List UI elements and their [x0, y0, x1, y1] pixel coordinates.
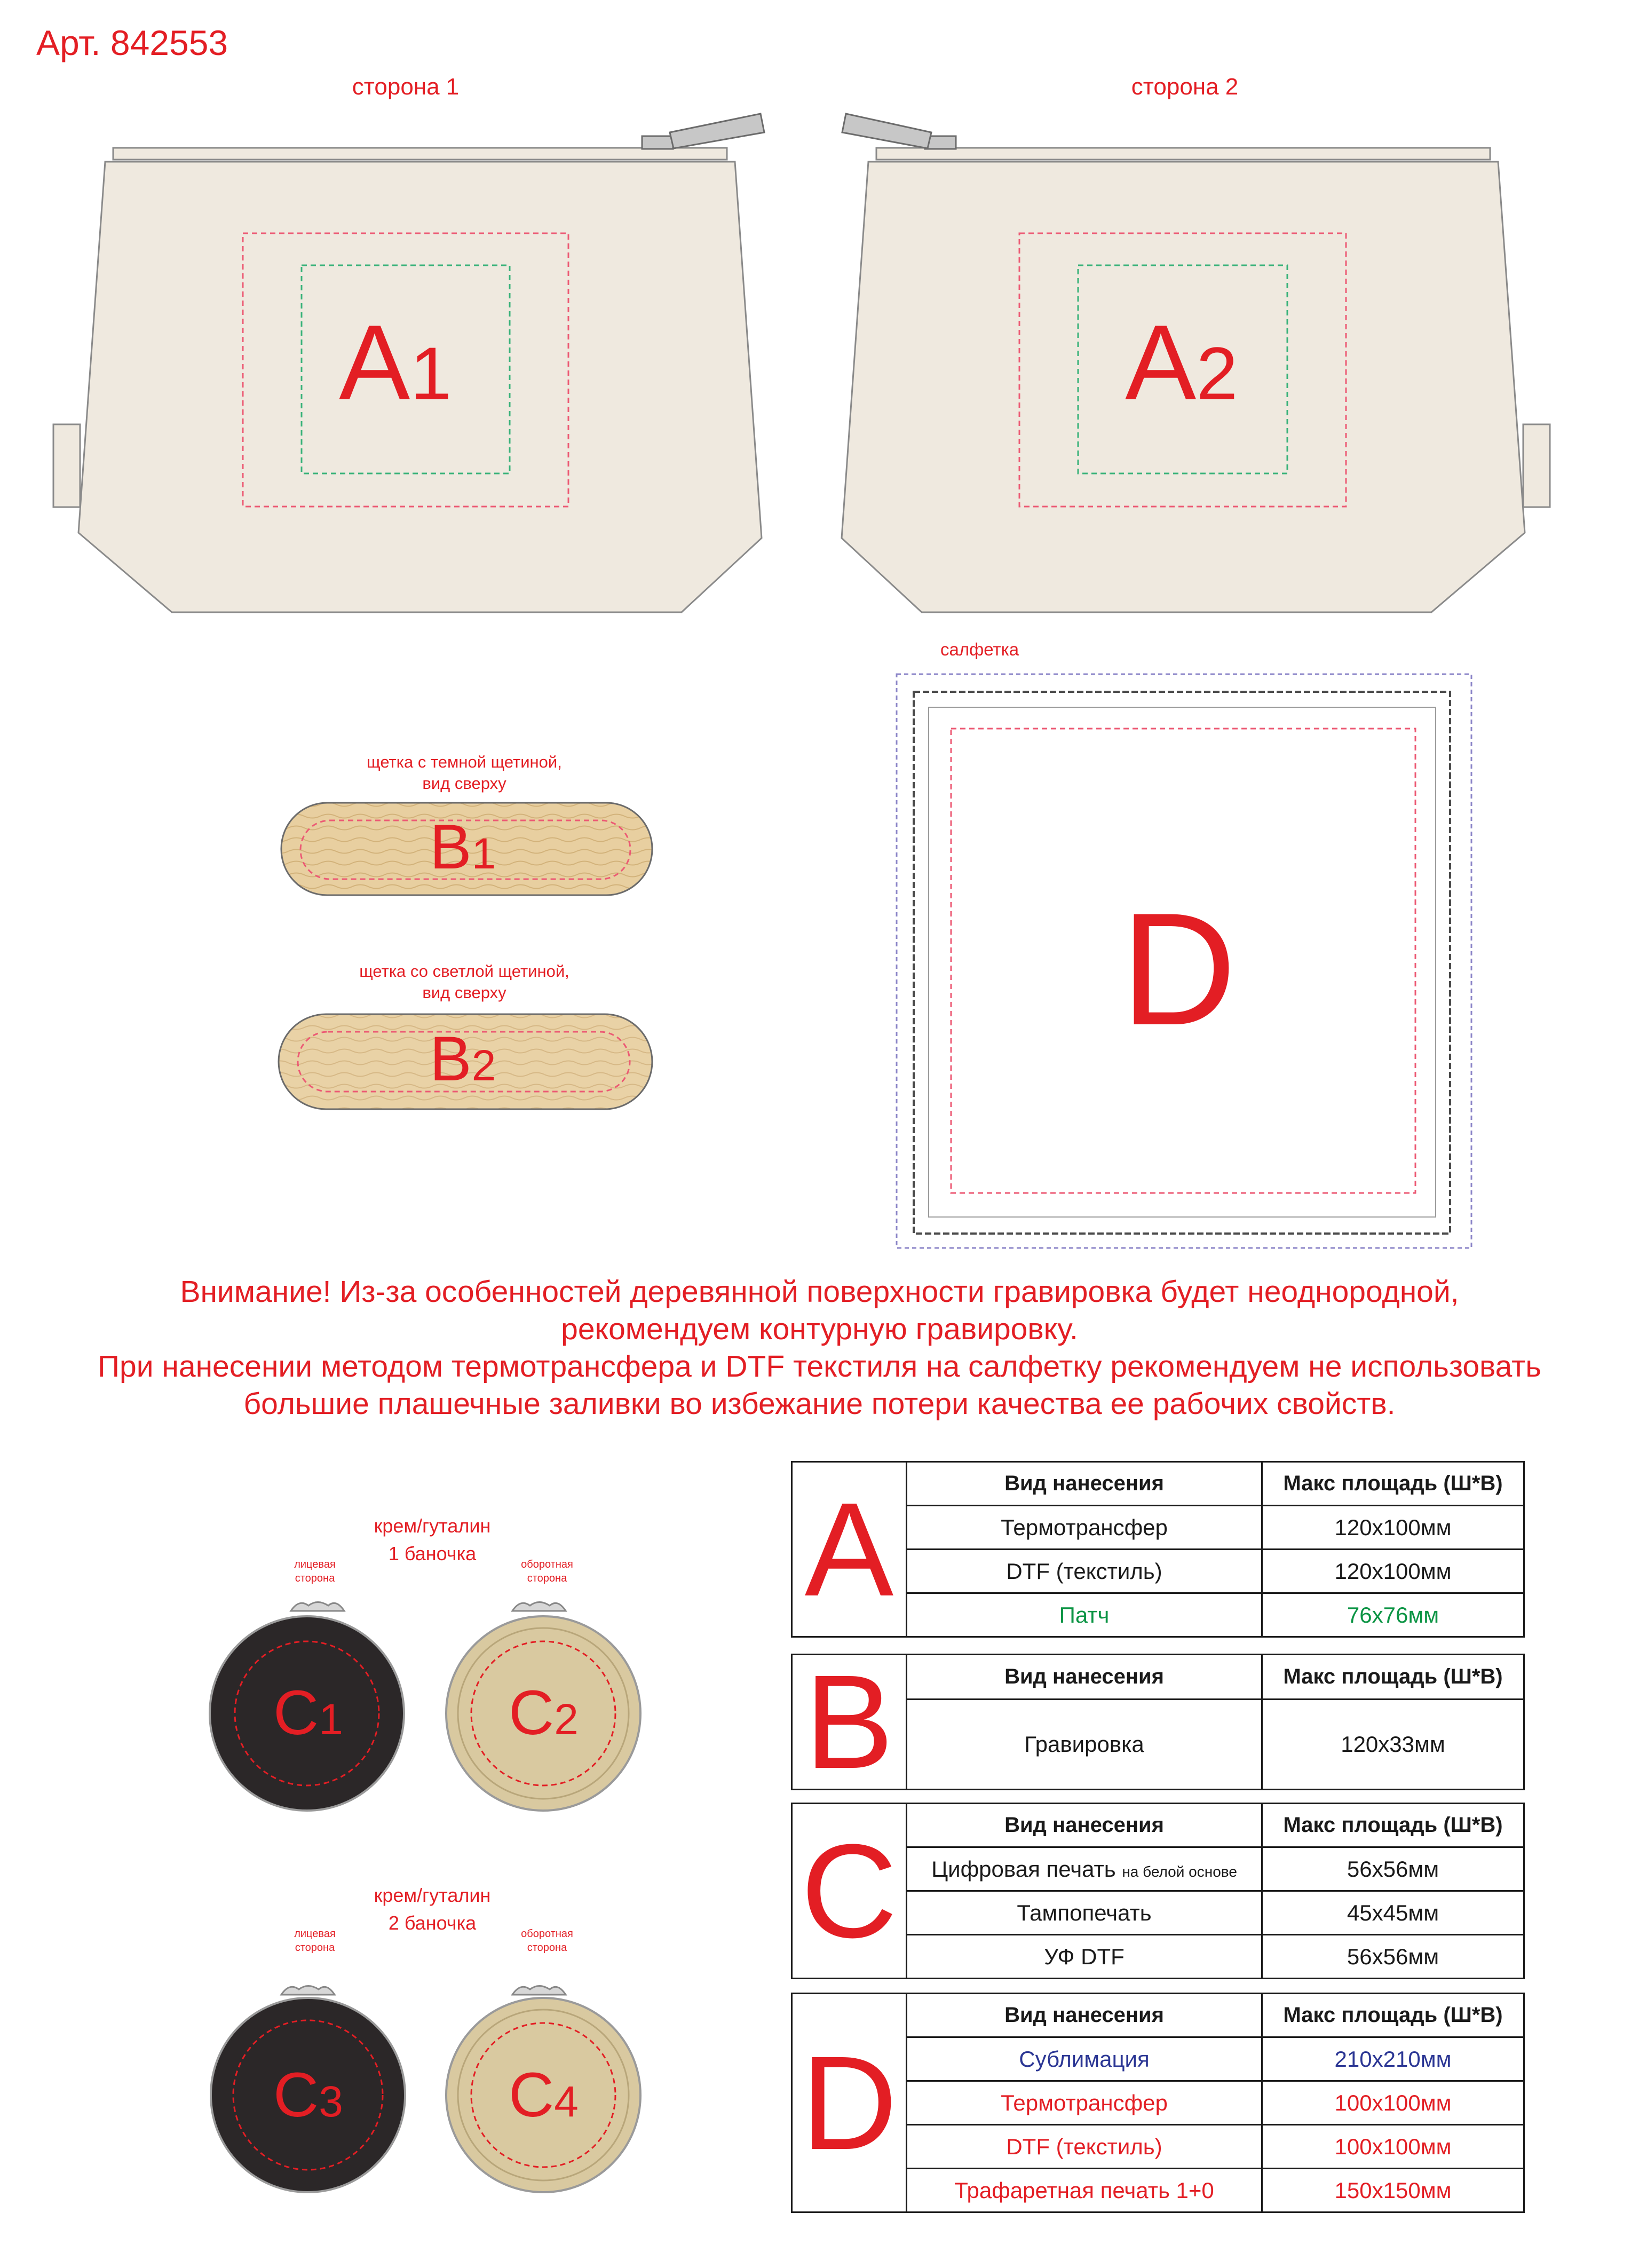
table-d-letter: D: [792, 1994, 907, 2212]
table-d-row2-method: Термотрансфер: [907, 2081, 1262, 2125]
table-b: [791, 1647, 1525, 1796]
table-c-row2-method: Тампопечать: [907, 1891, 1262, 1935]
table-d-row1-area: 210x210мм: [1262, 2037, 1524, 2081]
table-a-row2-method: DTF (текстиль): [907, 1550, 1262, 1593]
table-a-row1-area: 120x100мм: [1262, 1506, 1524, 1550]
table-c-row1-note: на белой основе: [1122, 1863, 1237, 1880]
brush-b1-caption: [299, 752, 630, 794]
table-c-header-area: Макс площадь (Ш*В): [1262, 1804, 1524, 1847]
warning-line2: рекомендуем контурную гравировку.: [561, 1312, 1078, 1346]
zone-c4-label: C4: [509, 2060, 579, 2130]
table-d-row3-method: DTF (текстиль): [907, 2125, 1262, 2169]
jar2-back-label: оборотная сторона: [521, 1928, 573, 1954]
warning-text: [0, 1273, 1639, 1423]
bag-2-zipper-pull: [842, 114, 956, 149]
brush-b2-caption-line1: щетка со светлой щетиной,: [359, 962, 569, 981]
table-a-letter: A: [792, 1462, 907, 1637]
table-d-row3-area: 100x100мм: [1262, 2125, 1524, 2169]
zone-c2-label: C2: [509, 1678, 579, 1748]
table-a-header-area: Макс площадь (Ш*В): [1262, 1462, 1524, 1506]
table-d-header-method: Вид нанесения: [907, 1994, 1262, 2037]
table-c-row2-area: 45x45мм: [1262, 1891, 1524, 1935]
zone-a1-label: A1: [339, 303, 452, 422]
brush-b1-caption-line2: вид сверху: [422, 774, 506, 793]
table-c-row1-method: Цифровая печать на белой основе: [907, 1847, 1262, 1891]
jar1-title-line1: крем/гуталин: [374, 1515, 491, 1537]
warning-line1: Внимание! Из-за особенностей деревянной поверхности гравировка будет неоднородной,: [180, 1275, 1459, 1309]
table-d: [791, 1993, 1525, 2213]
warning-line3: При нанесении методом термотрансфера и DTF текстиля на салфетку рекомендуем не использовать: [98, 1349, 1541, 1384]
table-d-row4-area: 150x150мм: [1262, 2169, 1524, 2212]
jar2-title-line1: крем/гуталин: [374, 1884, 491, 1906]
jar2-front-label: лицевая сторона: [294, 1928, 336, 1954]
zone-b2-label: B2: [430, 1024, 496, 1094]
table-d-row2-area: 100x100мм: [1262, 2081, 1524, 2125]
table-b-letter: B: [792, 1655, 907, 1790]
table-a-row3-area: 76x76мм: [1262, 1593, 1524, 1637]
bag-2-zipper-strip: [876, 148, 1490, 160]
napkin-caption: салфетка: [940, 639, 1019, 659]
brush-b2-caption: [299, 961, 630, 1003]
brush-b1-caption-line1: щетка с темной щетиной,: [367, 753, 562, 771]
warning-line4: большие плашечные заливки во избежание потери качества ее рабочих свойств.: [243, 1387, 1396, 1421]
table-c-row3-area: 56x56мм: [1262, 1935, 1524, 1979]
table-c-header-method: Вид нанесения: [907, 1804, 1262, 1847]
table-c-row3-method: УФ DTF: [907, 1935, 1262, 1979]
article-number: Арт. 842553: [36, 23, 228, 62]
table-c-letter: C: [792, 1804, 907, 1979]
zone-c3-label: C3: [273, 2060, 343, 2130]
table-c-row1-area: 56x56мм: [1262, 1847, 1524, 1891]
zone-a2-label: A2: [1125, 303, 1238, 422]
table-d-header-area: Макс площадь (Ш*В): [1262, 1994, 1524, 2037]
table-a-row3-method: Патч: [907, 1593, 1262, 1637]
table-b-header-method: Вид нанесения: [907, 1655, 1262, 1700]
zone-d-label: D: [1121, 879, 1237, 1058]
table-b-row1-method: Гравировка: [907, 1699, 1262, 1789]
table-c: [791, 1803, 1525, 1979]
bag-1-tab: [53, 424, 80, 507]
brush-b2-caption-line2: вид сверху: [422, 983, 506, 1002]
bag-1-zipper-strip: [113, 148, 727, 160]
table-a-row2-area: 120x100мм: [1262, 1550, 1524, 1593]
zone-b1-label: B1: [430, 812, 496, 882]
table-a-row1-method: Термотрансфер: [907, 1506, 1262, 1550]
table-d-row4-method: Трафаретная печать 1+0: [907, 2169, 1262, 2212]
zone-c1-label: C1: [273, 1678, 343, 1748]
side-2-label: сторона 2: [1131, 74, 1239, 100]
table-a: [791, 1461, 1525, 1638]
bag-2-tab: [1523, 424, 1550, 507]
table-b-header-area: Макс площадь (Ш*В): [1262, 1655, 1524, 1700]
jar1-back-label: оборотная сторона: [521, 1559, 573, 1584]
table-d-row1-method: Сублимация: [907, 2037, 1262, 2081]
jar1-front-label: лицевая сторона: [294, 1559, 336, 1584]
jar1-title-line2: 1 баночка: [388, 1543, 477, 1564]
table-b-row1-area: 120x33мм: [1262, 1699, 1524, 1789]
side-1-label: сторона 1: [352, 74, 460, 100]
bag-1-zipper-pull: [642, 114, 764, 149]
table-a-header-method: Вид нанесения: [907, 1462, 1262, 1506]
jar2-title-line2: 2 баночка: [388, 1912, 477, 1934]
